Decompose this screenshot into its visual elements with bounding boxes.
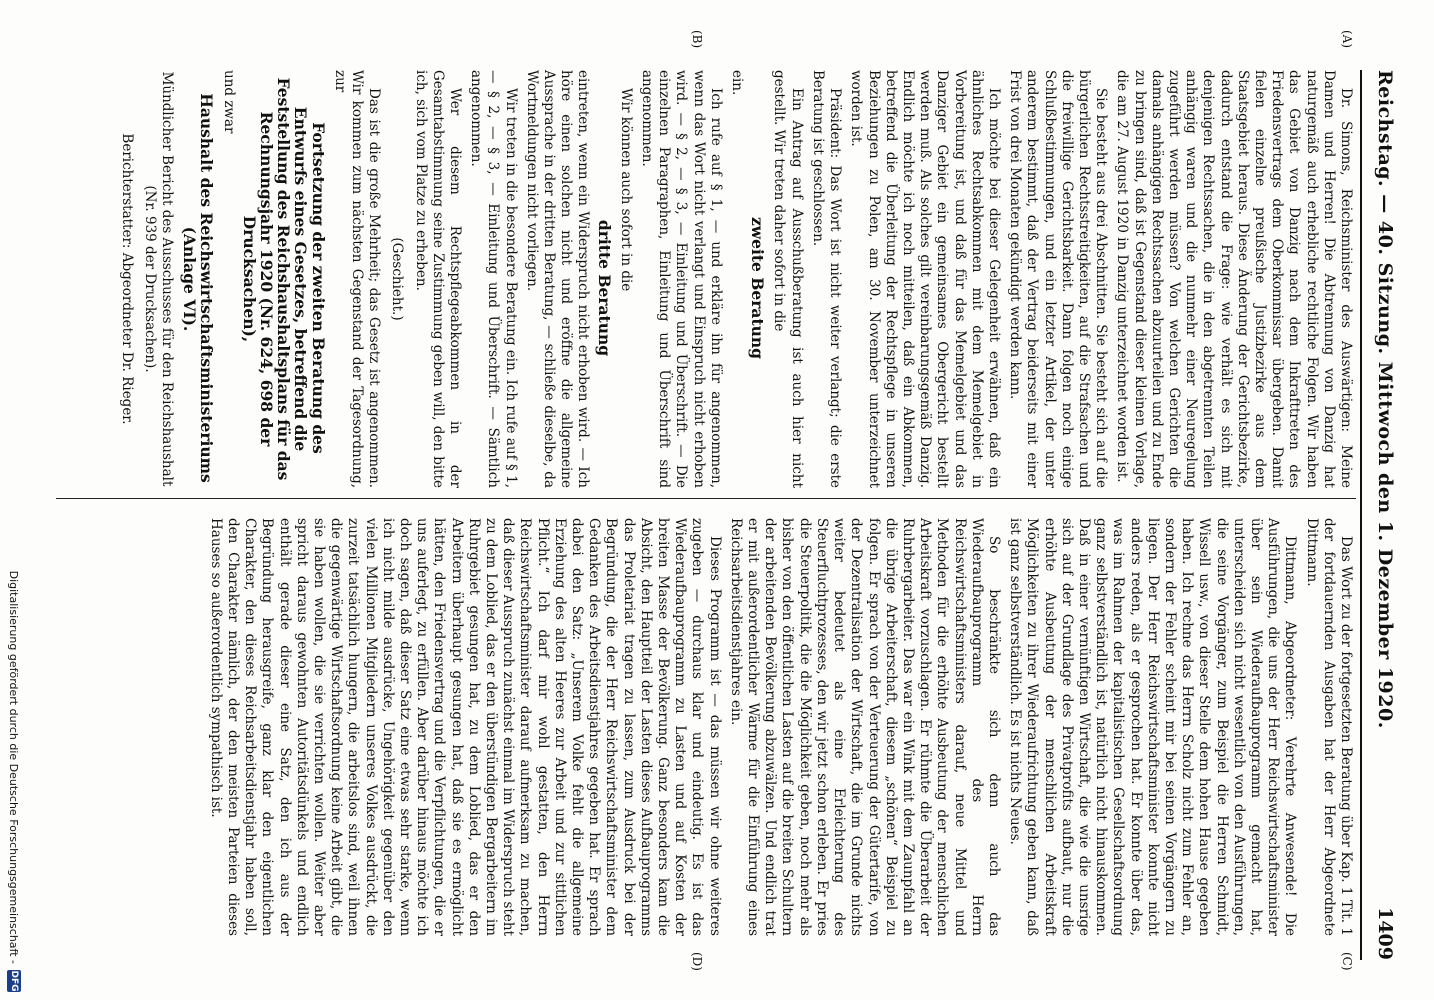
paragraph: Präsident: Das Wort ist nicht weiter verlangt; die erste Beratung ist geschlossen. (809, 70, 844, 488)
column-divider (56, 498, 1356, 499)
stage-direction: (Geschieht.) (389, 237, 406, 321)
left-column (111, 70, 1354, 488)
paragraph: und zwar (220, 70, 237, 134)
paragraph: Ein Antrag auf Ausschußberatung ist auch hier nicht gestellt. Wir treten daher sofort in die (771, 70, 805, 488)
header-rule (1360, 70, 1362, 960)
paragraph: Das ist die große Mehrheit; das Gesetz ist angenommen. Wir kommen zum nächsten Gegenstand der Tagesordnung, zur (331, 70, 383, 488)
paragraph: Wer diesem Rechtspflegeabkommen in der Gesamtabstimmung seine Zustimmung geben will, den bitte ich, sich vom Platze zu erheben. (412, 70, 464, 488)
credit-text: Digitalisierung gefördert durch die Deutsche Forschungsgemeinschaft - (7, 570, 20, 964)
paragraph: Sie besteht aus drei Abschnitten. Sie besteht sich auf die bürgerlichen Rechtsstreitigkeiten, auf die Strafsachen und die freiwillige Gerichtsbarkeit. Dann folgen noch einige Schlußbestimmungen, und ein letzter Artikel, der unter anderem bestimmt, daß der Vertrag beiderseits mit einer Frist von drei Monaten gekündigt werden kann. (1007, 70, 1110, 488)
page-number: 1409 (1374, 907, 1396, 960)
margin-mark-c: (C) (1340, 952, 1354, 971)
agenda-item-heading: Fortsetzung der zweiten Beratung des Entwurfs eines Gesetzes, betreffend die Feststellung des Reichshaushaltsplans für das Rechnungsjahr 1920 (Nr. 624, 698 der Drucksachen), (239, 77, 328, 481)
running-title: Reichstag. — 40. Sitzung. Mittwoch den 1. Dezember 1920. (1374, 70, 1396, 729)
dfg-logo-icon: DFG (9, 970, 19, 992)
paragraph: Das Wort zu der fortgesetzten Beratung über Kap. 1 Tit. 1 der fortdauernden Ausgaben hat der Herr Abgeordnete Dittmann. (1303, 518, 1354, 936)
margin-mark-a: (A) (1340, 30, 1354, 49)
report-note: Mündlicher Bericht des Ausschusses für den Reichshaushalt (Nr. 939 der Drucksachen). (141, 71, 175, 487)
paragraph: So beschränkte sich denn auch das Wiederaufbauprogramm des Herrn Reichswirtschaftsministers darauf, neue Mittel und Methoden für die erhöhte Ausbeutung der menschlichen Arbeitskraft vorzuschlagen. Er rühmte die Überarbeit der Ruhrbergarbeiter. Das war ein Wink mit dem Zaunpfahl an die übrige Arbeiterschaft, diesem „schönen“ Beispiel zu folgen. Er sprach von der Verteuerung der Gütertarife, von der Dezentralisation der Wirtschaft, die im Grunde nichts weiter bedeutet als eine Erleichterung des Steuerfluchtprozesses, den wir jetzt schon erleben. Er pries die Steuerpolitik, die die Möglichkeit geben, noch mehr als bisher von den öffentlichen Lasten auf die breiten Schultern der arbeitenden Bevölkerung abzuwälzen. Und endlich trat er mit außerordentlicher Wärme für die Einführung eines Reichsarbeitsdienstjahres ein. (727, 518, 1002, 936)
paragraph: Dieses Programm ist — das müssen wir ohne weiteres zugeben — durchaus klar und eindeutig. Es ist das Wiederaufbauprogramm zu Lasten und auf Kosten der breiten Masse der Bevölkerung. Ganz besonders kam die Absicht, den Hauptteil der Lasten dieses Aufbauprogramms das Proletariat tragen zu lassen, zum Ausdruck bei der Begründung, die der Herr Reichswirtschaftsminister dem Gedanken des Arbeitsdienstjahres gegeben hat. Er sprach dabei den Satz: „Unserem Volke fehlt die allgemeine Erziehung des alten Heeres zur Arbeit und zur sittlichen Pflicht.“ Ich darf mir wohl gestatten, den Herrn Reichswirtschaftsminister darauf aufmerksam zu machen, daß dieser Ausspruch zunächst einmal im Widerspruch steht zu dem Loblied, das er den überstündigen Bergarbeitern im Ruhrgebiet gesungen hat, zu dem Loblied, das er den Arbeitern überhaupt gesungen hat, daß sie es ermöglicht hätten, den Friedensvertrag und die Verpflichtungen, die er uns auferlegt, zu erfüllen. Aber darüber hinaus möchte ich doch sagen, daß dieser Satz eine etwas sehr starke, wenn ich nicht milde ausdrücke, Ungehörigkeit gegenüber den vielen Millionen Mitgliedern unseres Volkes ausdrückt, die zurzeit tatsächlich hungern, die arbeitslos sind, weil ihnen die gegenwärtige Wirtschaftsordnung keine Arbeit gibt, die sie haben wollen, die sie verrichten wollen. Weiter aber spricht daraus gewohnten Autoritätsdünkels und endlich enthält gerade dieser eine Satz, den ich aus der Begründung herausgreife, ganz klar den eigentlichen Charakter, den dieses Reichsarbeitsdienstjahr haben soll, den Charakter nämlich, der den meisten Parteien dieses Hauses so außerordentlich sympathisch ist. (207, 518, 723, 936)
paragraph: Ich rufe auf § 1, — und erkläre ihn für angenommen, wenn das Wort nicht verlangt und Einspruch nicht erhoben wird. — § 2, — § 3, — Einleitung und Überschrift. — Die einzelnen Paragraphen, Einleitung und Überschrift sind angenommen. (639, 70, 724, 488)
section-heading: dritte Beratung (594, 219, 614, 357)
paragraph: Dr. Simons, Reichsminister des Auswärtigen: Meine Damen und Herren! Die Abtrennung von Danzig hat naturgemäß auch erhebliche rechtliche Folgen. Wir haben das Gebiet von Danzig nach dem Inkrafttreten des Friedensvertrags dem Oberkommissar übergeben. Damit fielen einzelne preußische Justizbezirke aus dem Staatsgebiet heraus. Diese Änderung der Gerichtsbezirke, dadurch entstand die Frage: wie verhält es sich mit denjenigen Rechtssachen, die in den abgetrennten Teilen anhängig waren und die nunmehr einer Neuregelung zugeführt werden müssen? Von welchen Gerichten die damals anhängigen Rechtssachen abzuurteilen und zu Ende zu bringen sind, daß ist Gegenstand dieser kleinen Vorlage, die am 27. August 1920 in Danzig unterzeichnet worden ist. (1114, 70, 1354, 488)
paragraph: Ich möchte bei dieser Gelegenheit erwähnen, daß ein ähnliches Rechtsabkommen mit dem Memelgebiet in Vorbereitung ist, und daß für das Memelgebiet und das Danziger Gebiet ein gemeinsames Obergericht bestellt werden muß. Als solches gilt vereinbarungsgemäß Danzig. Endlich möchte ich noch mitteilen, daß ein Abkommen, betreffend die Überleitung der Rechtspflege in unseren Beziehungen zu Polen, am 30. November unterzeichnet worden ist. (848, 70, 1002, 488)
section-heading: zweite Beratung (748, 216, 768, 360)
margin-mark-d: (D) (690, 952, 704, 971)
right-column (203, 518, 1354, 936)
paragraph: Wir können auch sofort in die (617, 88, 634, 292)
paragraph: Wir treten in die besondere Beratung ein. Ich rufe auf § 1, — § 2, — § 3, — Einleitung und Überschrift. — Sämtlich angenommen. (468, 70, 519, 488)
digitization-credit (0, 0, 26, 1000)
page-header (1356, 70, 1396, 960)
margin-mark-b: (B) (690, 30, 704, 49)
agenda-item-heading: Haushalt des Reichswirtschaftsministeriums (Anlage VI). (180, 93, 217, 483)
paragraph: ein. (729, 70, 746, 96)
rapporteur-note: Berichterstatter: Abgeordneter Dr. Rieger. (118, 133, 135, 425)
paragraph: eintreten, wenn ein Widerspruch nicht erhoben wird. — Ich höre einen solchen nicht und eröffne die allgemeine Aussprache in der dritten Beratung, — schließe dieselbe, da Wortmeldungen nicht vorliegen. (523, 70, 592, 488)
paragraph: Dittmann, Abgeordneter: Verehrte Anwesende! Die Ausführungen, die uns der Herr Reichswirtschaftsminister über sein Wiederaufbauprogramm gemacht hat, unterscheiden sich nicht wesentlich von den Ausführungen, die seine Vorgänger, zum Beispiel die Herren Schmidt, Wissell usw., von dieser Stelle dem hohen Hause gegeben haben. Ich rechne das Herrn Scholz nicht zum Fehler an, sondern der Fehler scheint mir bei seinen Vorgängern zu liegen. Der Herr Reichswirtschaftsminister konnte nicht anders reden, als er gesprochen hat. Er konnte über das, was im Rahmen der kapitalistischen Gesellschaftsordnung ganz selbstverständlich ist, natürlich nicht hinauskommen. Daß in einer vernünftigen Wirtschaft, die wie die unsrige sich auf der Grundlage des Privatprofits aufbaut, nur die erhöhte Ausbeutung der menschlichen Arbeitskraft Möglichkeiten zu ihrer Wiederaufrichtung geben kann, daß ist ganz selbstverständlich. Es ist nichts Neues. (1007, 518, 1299, 936)
